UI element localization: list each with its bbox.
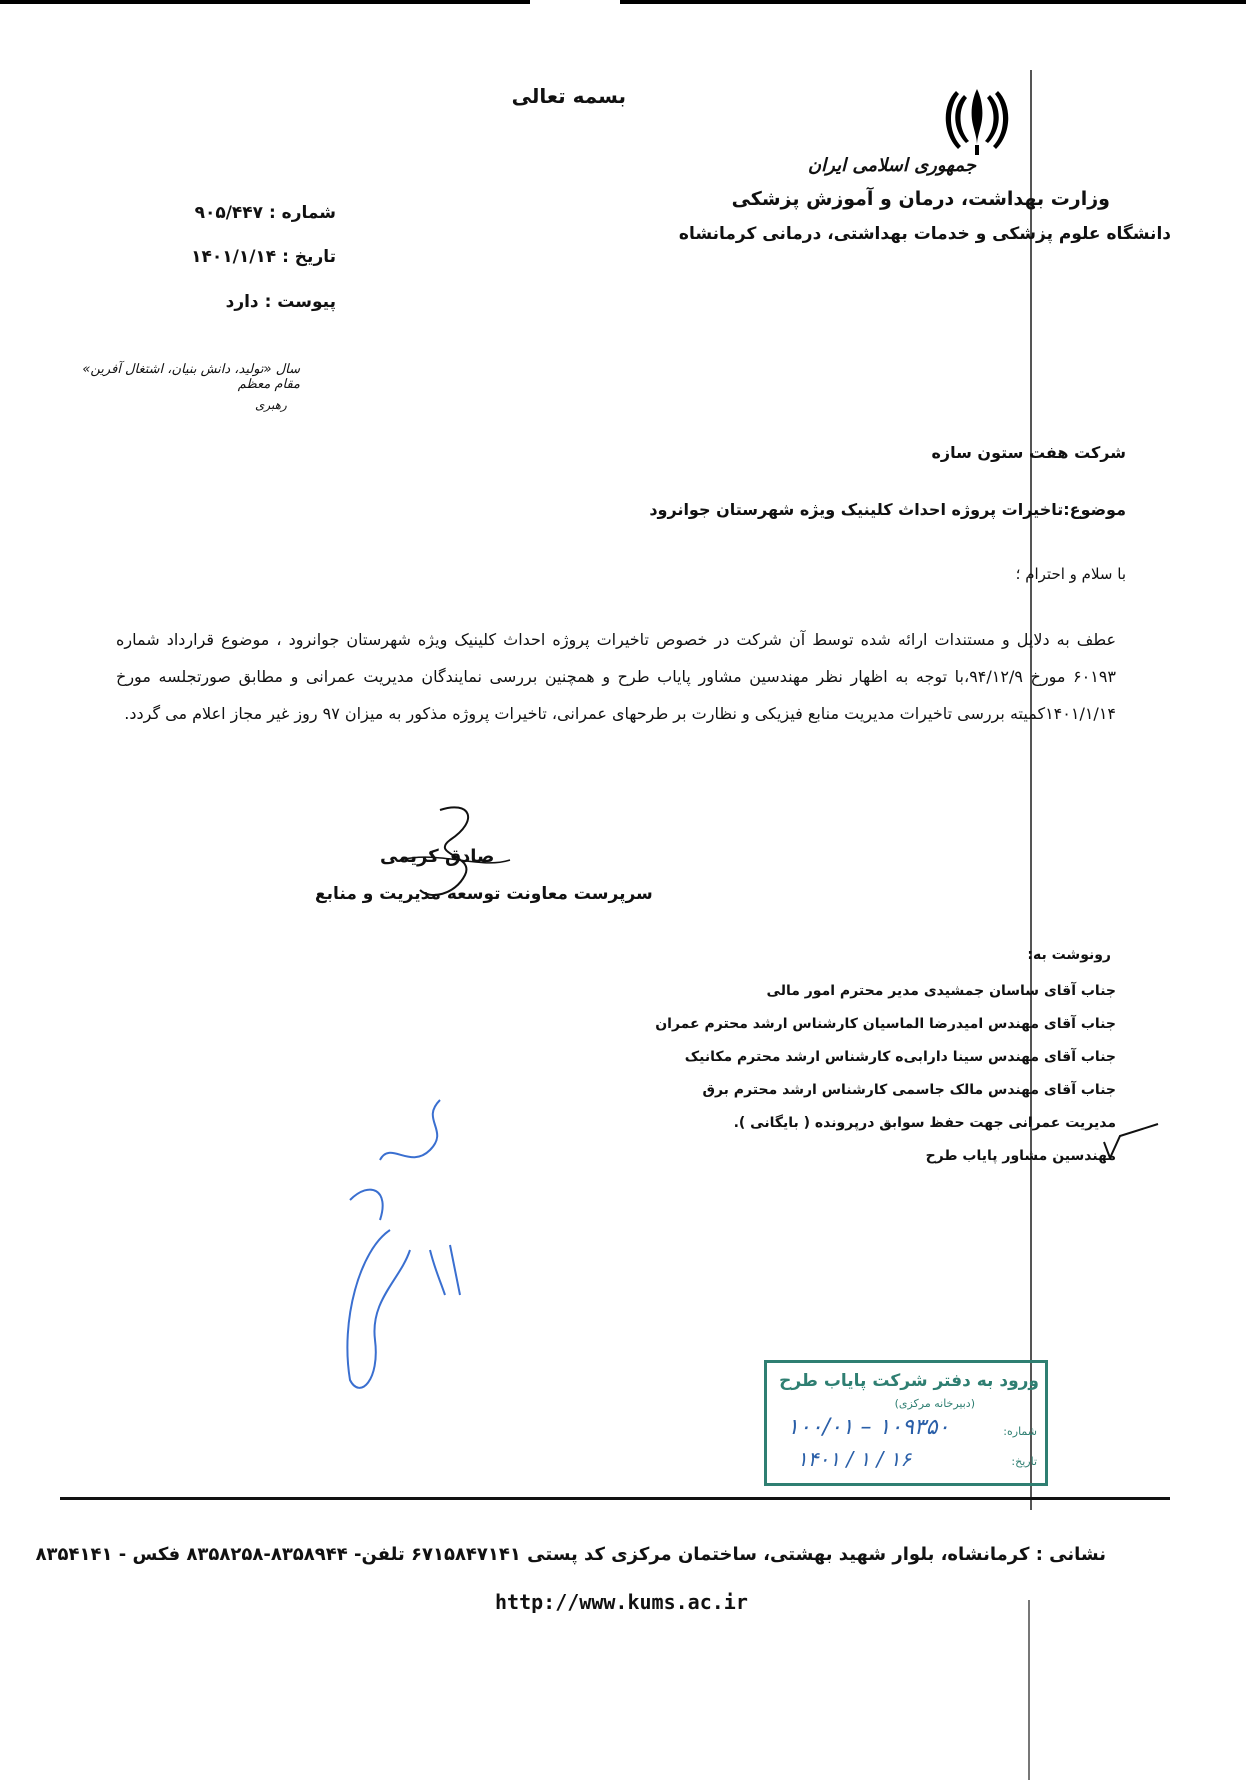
cc-title: رونوشت به: <box>1027 947 1111 963</box>
stamp-subtitle: (دبیرخانه مرکزی) <box>894 1397 975 1410</box>
letter-attachment: پیوست : دارد <box>225 292 336 312</box>
stamp-date-label: تاریخ: <box>1011 1455 1037 1468</box>
footer-divider <box>60 1497 1170 1500</box>
recipient: شرکت هفت ستون سازه <box>931 443 1126 462</box>
cc-item: مدیریت عمرانی جهت حفظ سوابق درپرونده ( بایگانی ). <box>733 1115 1116 1131</box>
republic-caption: جمهوری اسلامی ایران <box>807 155 976 176</box>
cc-item: جناب آقای مهندس سینا دارابی‌ه کارشناس ارشد محترم مکانیک <box>684 1049 1116 1065</box>
stamp-number-label: شماره: <box>1003 1425 1037 1438</box>
stamp-number-value: ۱۰۰/۰۱ – ۱۰۹۳۵۰ <box>787 1415 950 1440</box>
signatory-title: سرپرست معاونت توسعه مدیریت و منابع <box>315 884 653 904</box>
letter-date: تاریخ : ۱۴۰۱/۱/۱۴ <box>191 247 336 267</box>
check-mark-icon <box>1100 1120 1160 1160</box>
cc-item: جناب آقای مهندس مالک جاسمی کارشناس ارشد محترم برق <box>702 1082 1116 1098</box>
year-motto-cont: رهبری <box>255 398 287 412</box>
cc-list <box>556 975 1116 1173</box>
footer-website: http://www.kums.ac.ir <box>495 1590 748 1614</box>
cc-item: جناب آقای ساسان جمشیدی مدیر محترم امور مالی <box>766 983 1116 999</box>
stamp-title: ورود به دفتر شرکت پایاب طرح <box>779 1371 1039 1391</box>
receipt-stamp <box>764 1360 1048 1486</box>
letter-body: عطف به دلایل و مستندات ارائه شده توسط آن شرکت در خصوص تاخیرات پروژه احداث کلینیک ویژه شهرستان جوانرود ، موضوع قرارداد شماره ۶۰۱۹۳ مورخ ۹۴/۱۲/۹،با توجه به اظهار نظر مهندسین مشاور پایاب طرح و همچنین بررسی نمایندگان مدیریت عمرانی و مطابق صورتجلسه مورخ ۱۴۰۱/۱/۱۴کمیته بررسی تاخیرات مدیریت منابع فیزیکی و نظارت بر طرحهای عمرانی، تاخیرات پروژه مذکور به میزان ۹۷ روز غیر مجاز اعلام می گردد. <box>116 630 1117 723</box>
signatory-name: صادق کریمی <box>380 846 495 867</box>
margin-line <box>1030 70 1032 1510</box>
iran-emblem-icon <box>942 85 1012 157</box>
footer-address: نشانی : کرمانشاه، بلوار شهید بهشتی، ساختمان مرکزی کد پستی ۶۷۱۵۸۴۷۱۴۱ تلفن- ۸۳۵۸۹۴۴-۸۳۵۸۲۵۸ فکس - ۸۳۵۴۱۴۱ <box>35 1544 1106 1565</box>
letter-number: شماره : ۹۰۵/۴۴۷ <box>194 203 336 223</box>
handwritten-note <box>320 1080 480 1410</box>
bismillah-heading: بسمه تعالی <box>511 84 626 108</box>
cc-item: مهندسین مشاور پایاب طرح <box>925 1148 1116 1164</box>
stamp-date-value: ۱۴۰۱ / ۱ / ۱۶ <box>797 1447 912 1471</box>
cc-item: جناب آقای مهندس امیدرضا الماسیان کارشناس ارشد محترم عمران <box>655 1016 1116 1032</box>
top-border-gap <box>530 0 620 4</box>
year-motto: سال «تولید، دانش بنیان، اشتغال آفرین» مقام معظم <box>82 362 300 392</box>
subject-line: موضوع:تاخیرات پروژه احداث کلینیک ویژه شهرستان جوانرود <box>649 500 1126 519</box>
top-border <box>0 0 1246 4</box>
margin-line-lower <box>1028 1600 1030 1780</box>
university-name: دانشگاه علوم پزشکی و خدمات بهداشتی، درمانی کرمانشاه <box>678 224 1171 244</box>
greeting: با سلام و احترام ؛ <box>1015 565 1126 583</box>
ministry-name: وزارت بهداشت، درمان و آموزش پزشکی <box>731 188 1110 210</box>
